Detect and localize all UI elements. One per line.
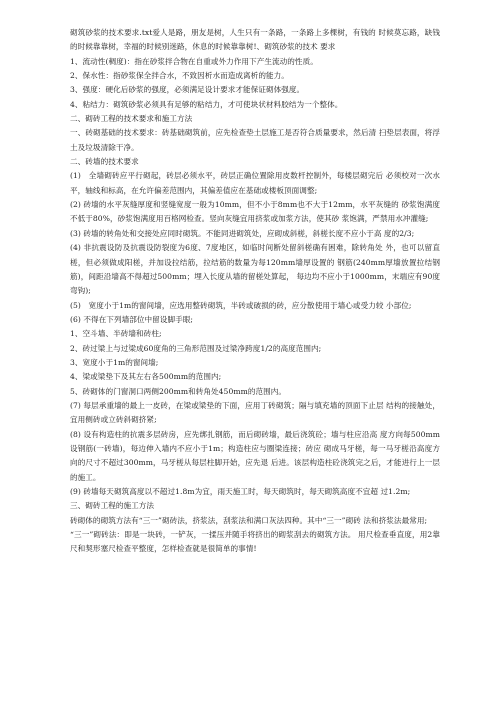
- list-item: (4) 非抗震设防及抗震设防裂度为6度、7度地区，如临时间断处留斜槎确有困难，除转角处 外，也可以留直槎，但必须做成阳槎，并加设拉结筋，拉结筋的数量为每120mm墙厚设置的 钢筋(240mm厚墙放置拉结钢筋)，间距沿墙高不得超过500mm；埋入长度从墙的留槎处算起， 每边均不应小于1000mm，末端应有90度弯钩);: [70, 243, 440, 296]
- section-heading: 二、砌砖工程的技术要求和施工方法: [70, 114, 193, 124]
- list-item: 4、粘结力：砌筑砂浆必须具有足够的粘结力，才可使块状材料胶结为一个整体。: [70, 99, 343, 109]
- list-item: (2) 砖墙的水平灰缝厚度和竖缝宽度一般为10mm，但不小于8mm也不大于12mm，水平灰缝的 砂浆饱满度不低于80%，砂浆饱满度用百格网检查。竖向灰缝宜用挤浆或加浆方法，使其砂 浆饱满，严禁用水冲灌缝;: [70, 200, 440, 224]
- list-item: 1、空斗墙、半砖墙和砖柱;: [70, 329, 162, 339]
- list-item: (9) 砖墙每天砌筑高度以不超过1.8m为宜，雨天施工时，每天砌筑时，每天砌筑高度不宜超 过1.2m;: [70, 487, 411, 496]
- body-paragraph: “三一”砌砖法：即是一块砖，一铲灰，一揉压并随手将挤出的砌浆刮去的砌筑方法。 用尺检查垂直度，用2靠尺和契形塞尺检查平整度，怎样检查就是很简单的事情!: [70, 530, 440, 554]
- list-item: 4、梁或梁垫下及其左右各500mm的范围内;: [70, 372, 222, 382]
- list-item: 2、保水性：指砂浆保全拌合水，不致因析水而造成离析的能力。: [70, 71, 289, 81]
- list-item: 3、强度：硬化后砂浆的强度，必须满足设计要求才能保证砌体强度。: [70, 85, 305, 95]
- list-item: (3) 砖墙的转角处和交接处应同时砌筑。不能同进砌筑处，应砌成斜槎，斜槎长度不应小于高 度的2/3;: [70, 228, 415, 238]
- list-item: 1、流动性(稠度)：指在砂浆拌合物在自重或外力作用下产生流动的性质。: [70, 56, 318, 66]
- section-heading: 三、砌砖工程的施工方法: [70, 501, 155, 511]
- intro-paragraph: 砌筑砂浆的技术要求.txt爱人是路，朋友是树，人生只有一条路，一条路上多棵树，有钱的 时候莫忘路，缺钱的时候靠靠树，幸福的时候别迷路，休息的时候靠靠树!、砌筑砂浆的技术 要求: [70, 28, 440, 52]
- list-item: (6) 不得在下列墙部位中留设脚手眼;: [70, 314, 193, 324]
- list-item: (8) 设有构造柱的抗震多层砖房，应先绑扎钢筋，而后砌砖墙，最后浇筑砼；墙与柱应沿高 度方向每500mm设钢筋(一砖墙)，每边伸入墙内不应小于1m；构造柱应与圈梁连接；砖应 砌成马牙槎，每一马牙槎沿高度方向的尺寸不超过300mm，马牙槎从每层柱脚开始，应先退 后进。该层构造柱砼浇筑完之后，才能进行上一层的施工。: [70, 429, 440, 482]
- list-item: 3、宽度小于1m的窗间墙;: [70, 357, 159, 367]
- list-item: 2、砖过梁上与过梁成60度角的三角形范围及过梁净跨度1/2的高度范围内;: [70, 343, 322, 353]
- body-paragraph: 砖砌体的砌筑方法有“三一”砌砖法，挤浆法，刮浆法和满口灰法四种。其中“三一”砌砖 法和挤浆法最常用;: [70, 515, 428, 525]
- document-page: [70, 26, 440, 557]
- list-item: (7) 每层承重墙的最上一皮砖，在梁或梁垫的下面，应用丁砖砌筑；隔与填充墙的顶面下止层 结构的接触处，宜用侧砖或立砖斜砌挤紧;: [70, 400, 440, 425]
- list-item: (1) 全墙砌砖应平行砌起，砖层必须水平，砖层正确位置除用皮数杆控制外，每楼层砌完后 必须校对一次水平，轴线和标高，在允许偏差范围内，其偏差值应在基础或楼板顶面调整;: [70, 171, 440, 195]
- body-paragraph: 一、砖砌基础的技术要求：砖基础砌筑前，应先检查垫土层施工是否符合质量要求，然后清 扫垫层表面，将浮土及垃圾清除干净。: [70, 128, 440, 152]
- list-item: (5) 宽度小于1m的窗间墙，应选用整砖砌筑，半砖或破损的砖，应分散使用于墙心或受力较 小部位;: [70, 300, 412, 310]
- section-heading: 二、砖墙的技术要求: [70, 157, 139, 167]
- list-item: 5、砖砌体的门窗洞口两侧200mm和转角处450mm的范围内。: [70, 386, 287, 396]
